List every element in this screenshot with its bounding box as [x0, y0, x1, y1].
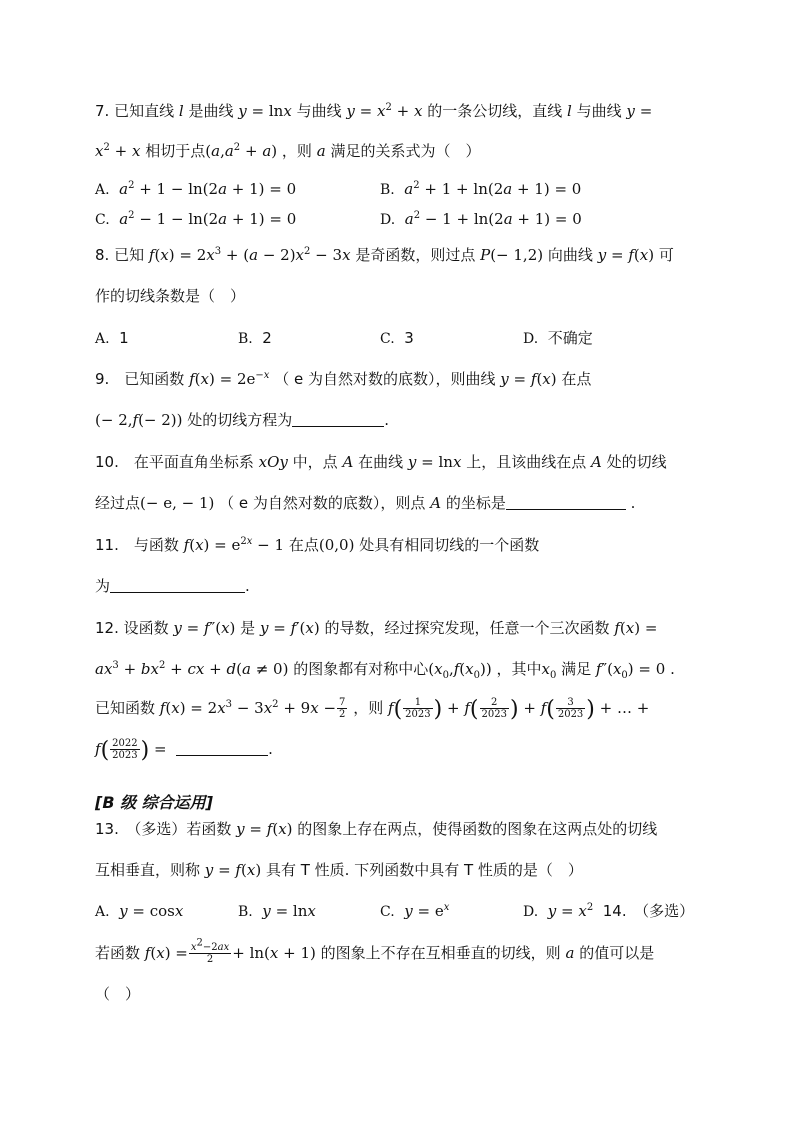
q13-option-b: B. y = lnx	[238, 902, 316, 920]
q7-option-a: A. $a^2 + 1 - \ln(2a + 1) = 0$	[95, 180, 297, 198]
q7-option-d: D. $a^2 - 1 + \ln(2a + 1) = 0$	[380, 210, 582, 228]
q7-line2: $x^2 + x$ 相切于点$(a,a^2 + a)$ ，则 a 满足的关系式为（ ）	[95, 142, 481, 160]
q12-line4: f( $\frac{2022}{2023}$ ) = .	[95, 738, 273, 763]
q10-line2: 经过点(− e, − 1) （ e 为自然对数的底数），则点 A 的坐标是 .	[95, 494, 636, 512]
q13-option-d: D. $y = x^2$ 14. （多选）	[523, 902, 695, 920]
q12-line2: $ax^3 + bx^2$ + cx + d(a ≠ 0) 的图象都有对称中心$(x_0,f(x_0))$ ，其中$x_0$ 满足 $f''(x_0) = 0$ .	[95, 660, 675, 681]
q14-header: 14. （多选）	[602, 902, 695, 920]
q13-line2: 互相垂直，则称 y = f(x) 具有 T 性质. 下列函数中具有 T 性质的是（ ）	[95, 861, 583, 879]
q13-line1: 13. （多选）若函数 y = f(x) 的图象上存在两点，使得函数的图象在这两点处的切线	[95, 820, 658, 838]
q8-line1: 8. 已知 $f(x) = 2x^3 + (a - 2)x^2 - 3x$ 是奇函数，则过点 P(− 1,2) 向曲线 y = f(x) 可	[95, 246, 674, 264]
answer-blank[interactable]	[506, 495, 626, 510]
q8-option-c: C. 3	[380, 329, 414, 347]
q9-line1: 9. 已知函数 $f(x) = 2e^{-x}$ （ e 为自然对数的底数），则曲线 y = f(x) 在点	[95, 370, 592, 388]
q7-text: 7. 已知直线	[95, 102, 175, 120]
q13-option-c: C. $y = e^x$	[380, 902, 450, 920]
answer-blank[interactable]	[292, 412, 384, 427]
q14-line3: （ ）	[95, 985, 141, 1003]
q8-option-d: D. 不确定	[523, 329, 593, 347]
q14-line2: 若函数 f(x) = $\frac{x^2-2ax}{2}$ + ln(x + 1) 的图象上不存在互相垂直的切线，则 a 的值可以是	[95, 937, 655, 965]
answer-blank[interactable]	[110, 578, 245, 593]
q7-option-c: C. $a^2 - 1 - \ln(2a + 1) = 0$	[95, 210, 297, 228]
q13-option-a: A. y = cosx	[95, 902, 184, 920]
q9-line2: (− 2,f(− 2)) 处的切线方程为 .	[95, 411, 390, 429]
q10-line1: 10. 在平面直角坐标系 xOy 中，点 A 在曲线 y = lnx 上，且该曲线在点 A 处的切线	[95, 453, 667, 471]
q11-line1: 11. 与函数 $f(x) = e^{2x} - 1$ 在点(0,0) 处具有相同切线的一个函数	[95, 536, 540, 554]
q8-option-a: A. 1	[95, 329, 129, 347]
q7-line1: 7. 已知直线 l 是曲线 y = lnx 与曲线 $y = x^2 + x$ 的一条公切线，直线 l 与曲线 y =	[95, 102, 653, 120]
section-heading: [B 级 综合运用]	[95, 793, 213, 812]
q12-line3: 已知函数 $f(x) = 2x^3 - 3x^2 + 9x$ − $\frac{7}{2}$ ，则 f( $\frac{1}{2023}$ ) + f( $\frac{2}{2023}$ ) + f( $\frac{3}{2023}$ ) + … +	[95, 697, 650, 722]
q7-option-b: B. $a^2 + 1 + \ln(2a + 1) = 0$	[380, 180, 582, 198]
q12-line1: 12. 设函数 y = f″(x) 是 y = f′(x) 的导数，经过探究发现，任意一个三次函数 f(x) =	[95, 619, 658, 637]
q11-line2: 为 .	[95, 577, 250, 595]
answer-blank[interactable]	[176, 741, 268, 756]
q8-option-b: B. 2	[238, 329, 272, 347]
q8-line2: 作的切线条数是（ ）	[95, 287, 246, 305]
